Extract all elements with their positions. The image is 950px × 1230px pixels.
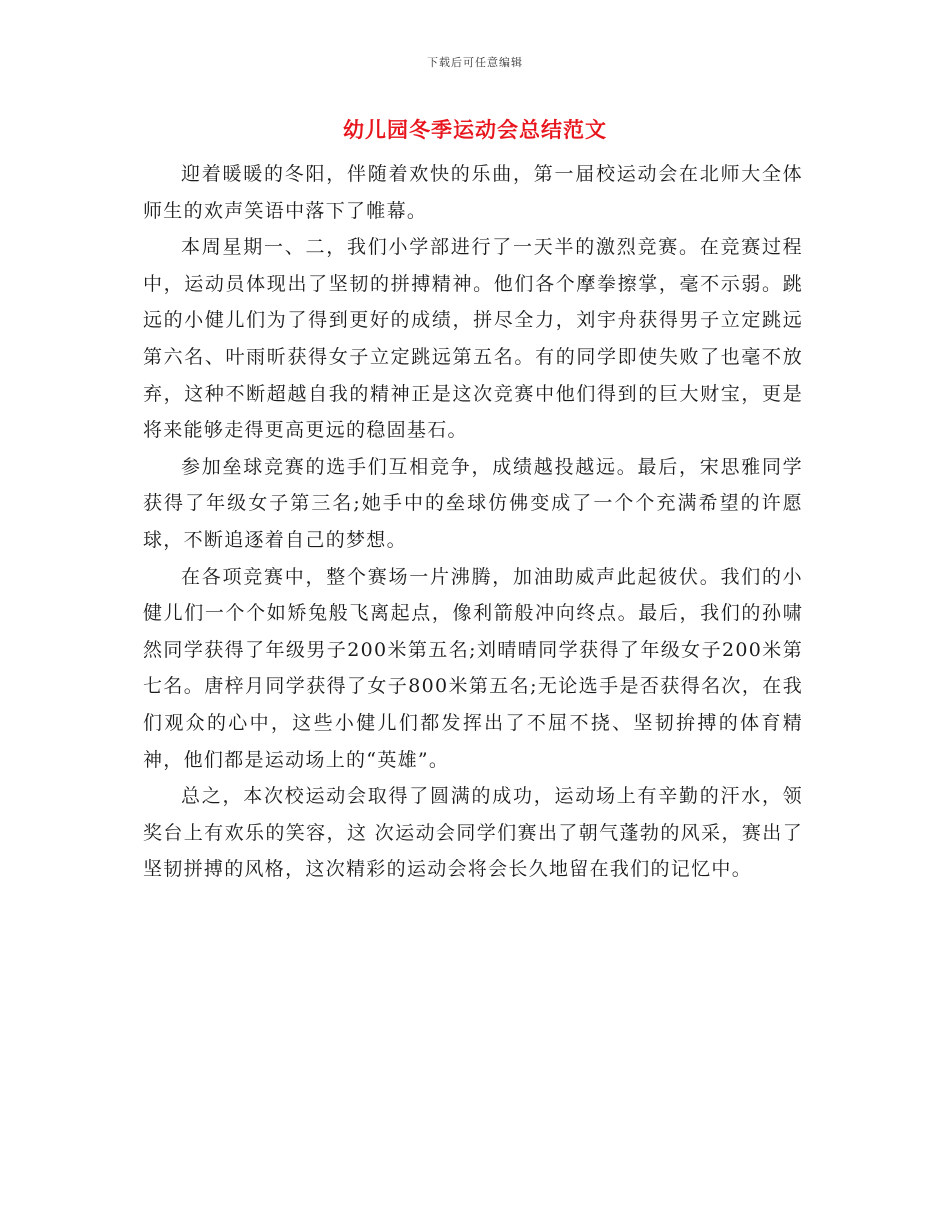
page-header-note: 下载后可任意编辑 <box>427 56 523 69</box>
document-body <box>143 156 803 888</box>
paragraph-conclusion: 总之，本次校运动会取得了圆满的成功，运动场上有辛勤的汗水，领奖台上有欢乐的笑容，这 次运动会同学们赛出了朝气蓬勃的风采，赛出了坚韧拼搏的风格，这次精彩的运动会将会长久地留在我们的记忆中。 <box>143 785 803 881</box>
paragraph-track-events: 在各项竞赛中，整个赛场一片沸腾，加油助威声此起彼伏。我们的小健儿们一个个如矫兔般飞离起点，像利箭般冲向终点。最后，我们的孙啸然同学获得了年级男子200米第五名;刘晴晴同学获得了年级女子200米第七名。唐梓月同学获得了女子800米第五名;无论选手是否获得名次，在我们观众的心中，这些小健儿们都发挥出了不屈不挠、坚韧拚搏的体育精神，他们都是运动场上的“英雄”。 <box>143 565 803 771</box>
paragraph-competition: 本周星期一、二，我们小学部进行了一天半的激烈竞赛。在竞赛过程中，运动员体现出了坚韧的拼搏精神。他们各个摩拳擦掌，毫不示弱。跳远的小健儿们为了得到更好的成绩，拼尽全力，刘宇舟获得男子立定跳远第六名、叶雨昕获得女子立定跳远第五名。有的同学即使失败了也毫不放弃，这种不断超越自我的精神正是这次竞赛中他们得到的巨大财宝，更是将来能够走得更高更远的稳固基石。 <box>143 236 803 442</box>
paragraph-opening: 迎着暖暖的冬阳，伴随着欢快的乐曲，第一届校运动会在北师大全体师生的欢声笑语中落下了帷幕。 <box>143 163 803 222</box>
paragraph-softball: 参加垒球竞赛的选手们互相竞争，成绩越投越远。最后，宋思雅同学获得了年级女子第三名;她手中的垒球仿佛变成了一个个充满希望的许愿球，不断追逐着自己的梦想。 <box>143 455 803 551</box>
document-title: 幼儿园冬季运动会总结范文 <box>343 117 607 142</box>
